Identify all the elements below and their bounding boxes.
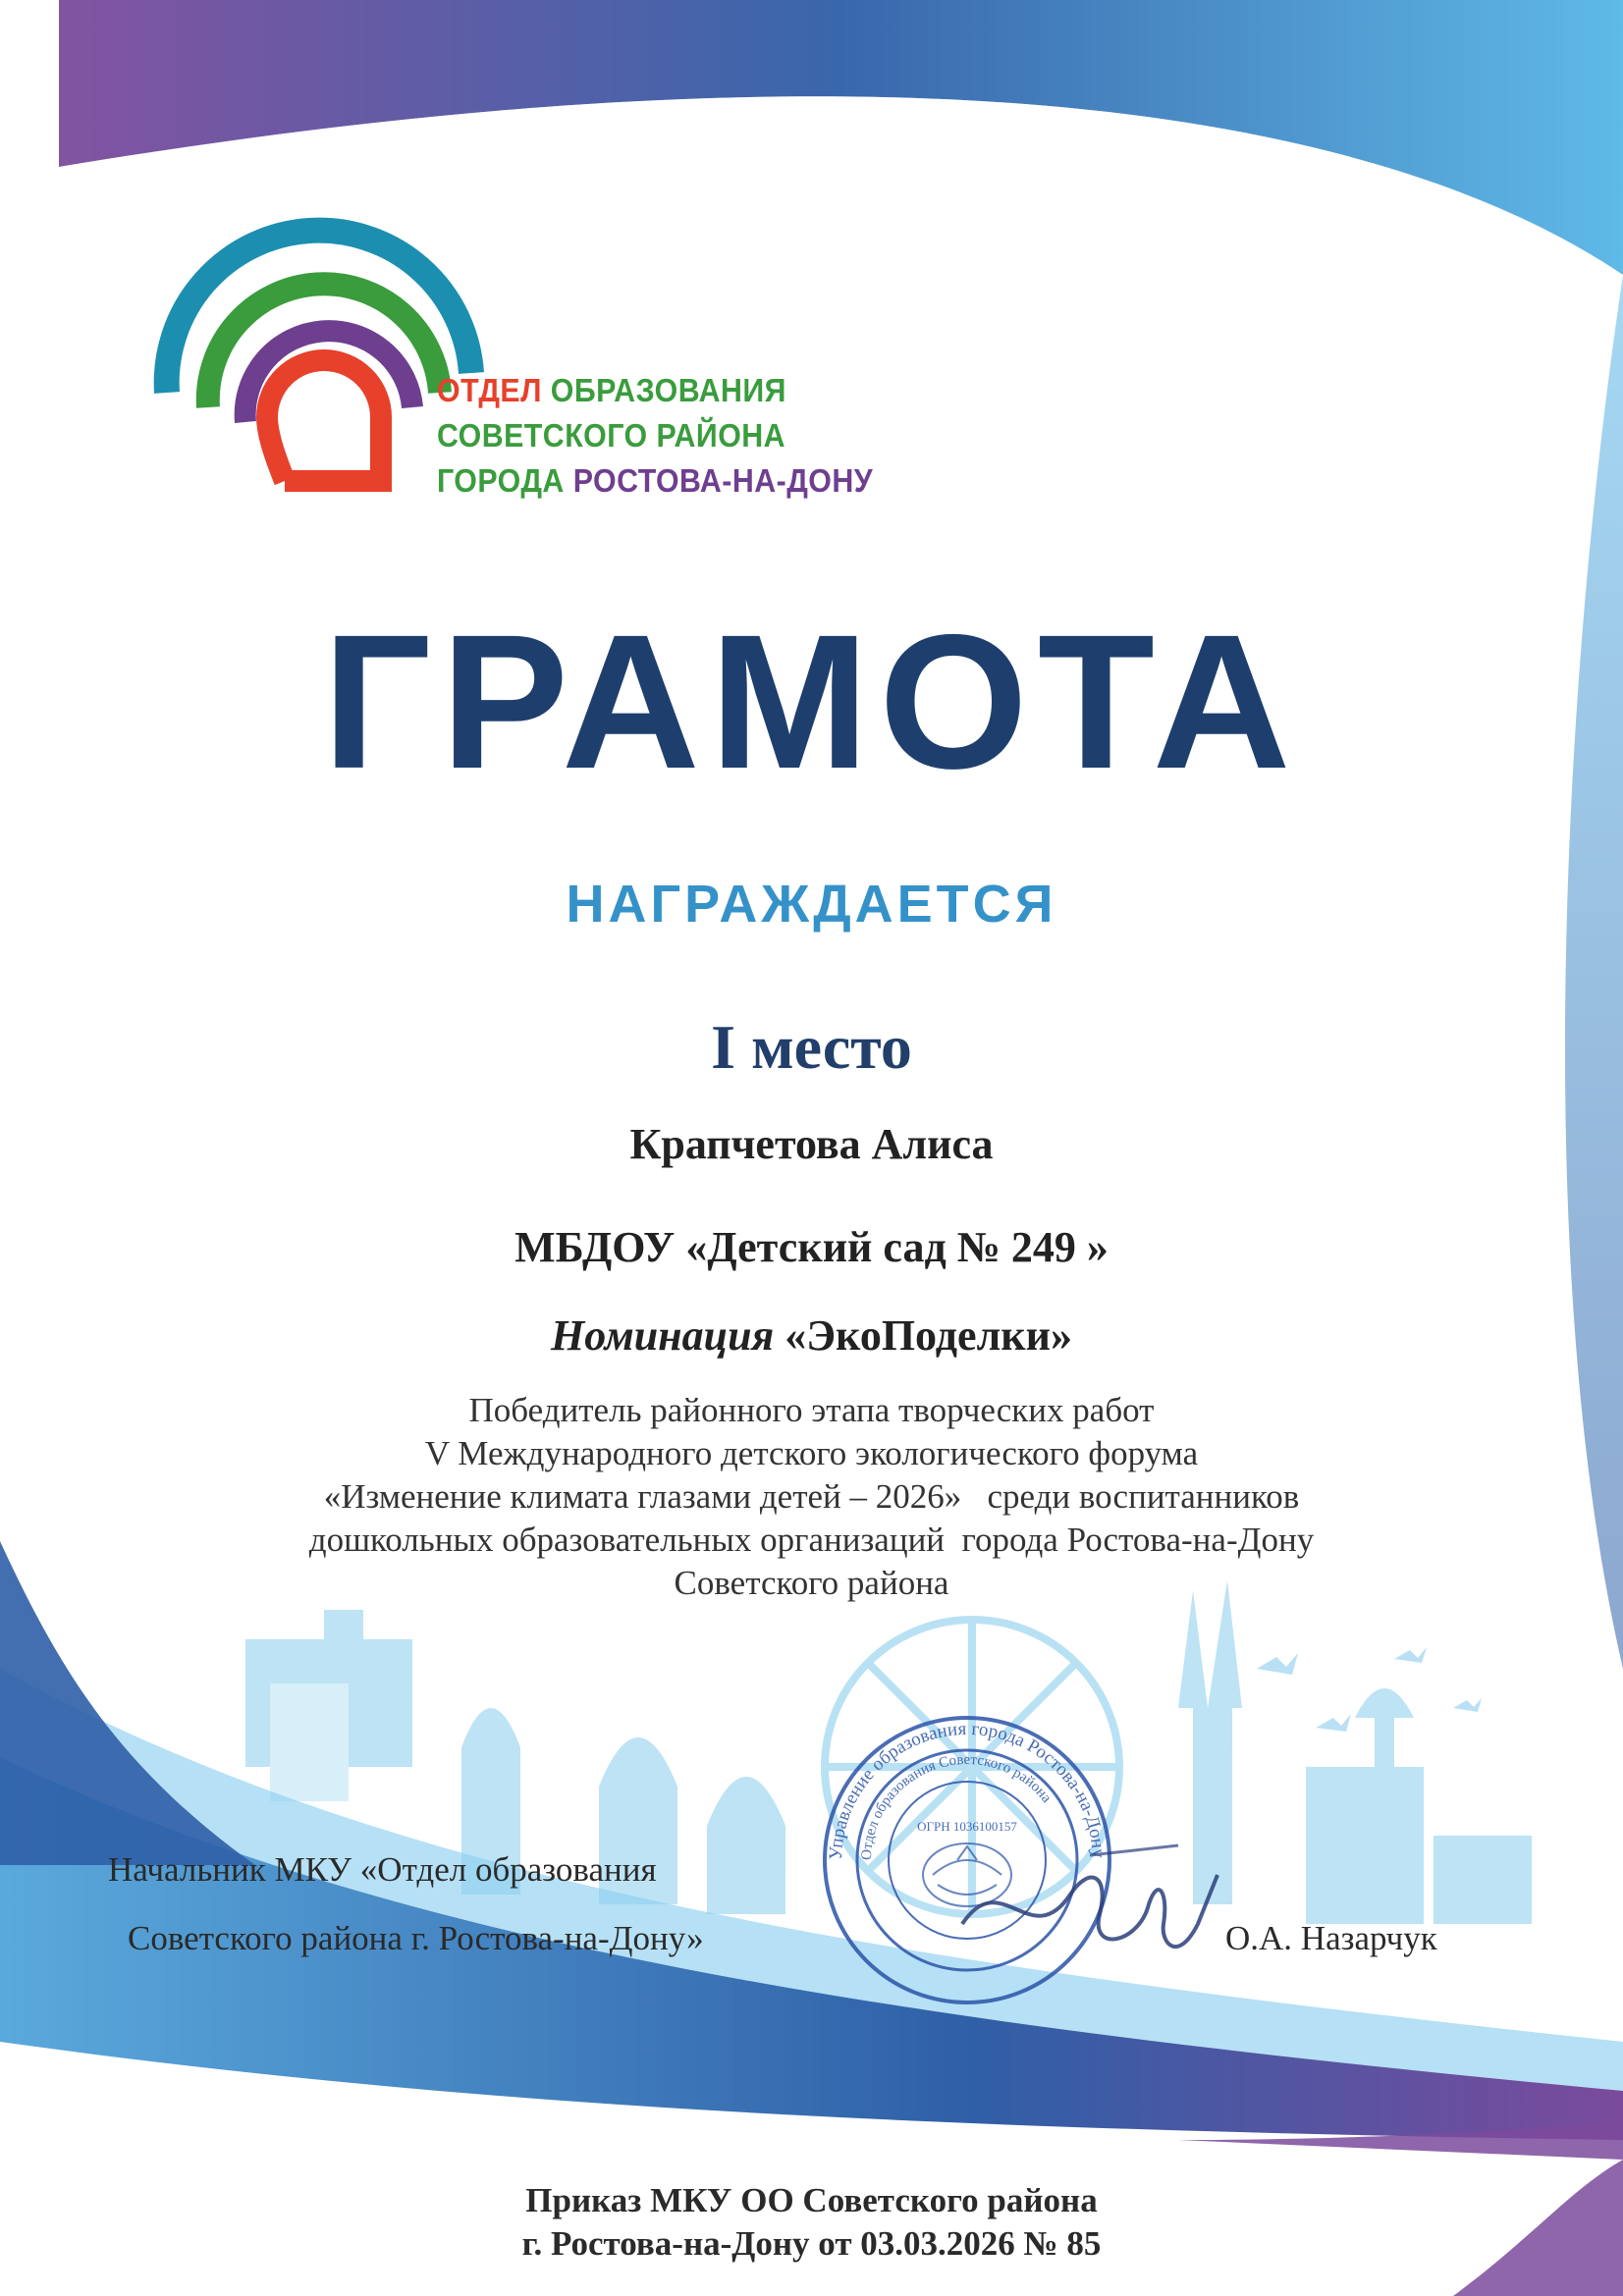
certificate-subtitle: НАГРАЖДАЕТСЯ — [566, 875, 1057, 934]
nomination-value: «ЭкоПоделки» — [774, 1311, 1072, 1360]
recipient-organization: МБДОУ «Детский сад № 249 » — [514, 1223, 1109, 1271]
signatory-name: О.А. Назарчук — [1225, 1919, 1437, 1957]
recipient-name: Крапчетова Алиса — [629, 1120, 994, 1168]
logo-word-city: ГОРОДА — [437, 462, 573, 499]
logo-line-2: СОВЕТСКОГО РАЙОНА — [437, 417, 786, 454]
logo-word-otdel: ОТДЕЛ — [437, 372, 542, 408]
order-reference — [0, 2179, 1623, 2266]
nomination — [0, 1310, 1623, 1361]
logo-word-rostov: РОСТОВА-НА-ДОНУ — [572, 462, 874, 499]
logo-line-3 — [437, 458, 873, 504]
stamp-inner-text: Отдел образования Советского района — [858, 1751, 1055, 1861]
description-line: дошкольных образовательных организаций города Ростова-на-Дону — [308, 1521, 1315, 1559]
order-line-1: Приказ МКУ ОО Советского района — [525, 2181, 1098, 2219]
logo-word-education: ОБРАЗОВАНИЯ — [541, 372, 786, 408]
description-line: «Изменение климата глазами детей – 2026» среди воспитанников — [323, 1477, 1300, 1516]
order-line-2: г. Ростова-на-Дону от 03.03.2026 № 85 — [521, 2224, 1102, 2263]
description-line: V Международного детского экологического форума — [424, 1434, 1199, 1472]
birds — [1257, 1647, 1482, 1732]
award-place: I место — [711, 1012, 912, 1082]
logo-line-1 — [437, 368, 873, 413]
stamp-ogrn: ОГРН 1036100157 — [917, 1819, 1017, 1834]
award-description — [0, 1389, 1623, 1605]
signatory-position-line-2: Советского района г. Ростова-на-Дону» — [128, 1919, 704, 1957]
stamp-outer-text: Управление образования города Ростова-на-Дону — [825, 1718, 1109, 1861]
signatory-position-line-1: Начальник МКУ «Отдел образования — [108, 1850, 657, 1889]
handwritten-signature — [943, 1836, 1237, 1973]
description-line: Победитель районного этапа творческих работ — [468, 1391, 1155, 1429]
logo-text — [437, 368, 873, 504]
nomination-label: Номинация — [551, 1311, 775, 1360]
certificate-title: ГРАМОТА — [322, 595, 1301, 809]
description-line: Советского района — [674, 1564, 949, 1602]
